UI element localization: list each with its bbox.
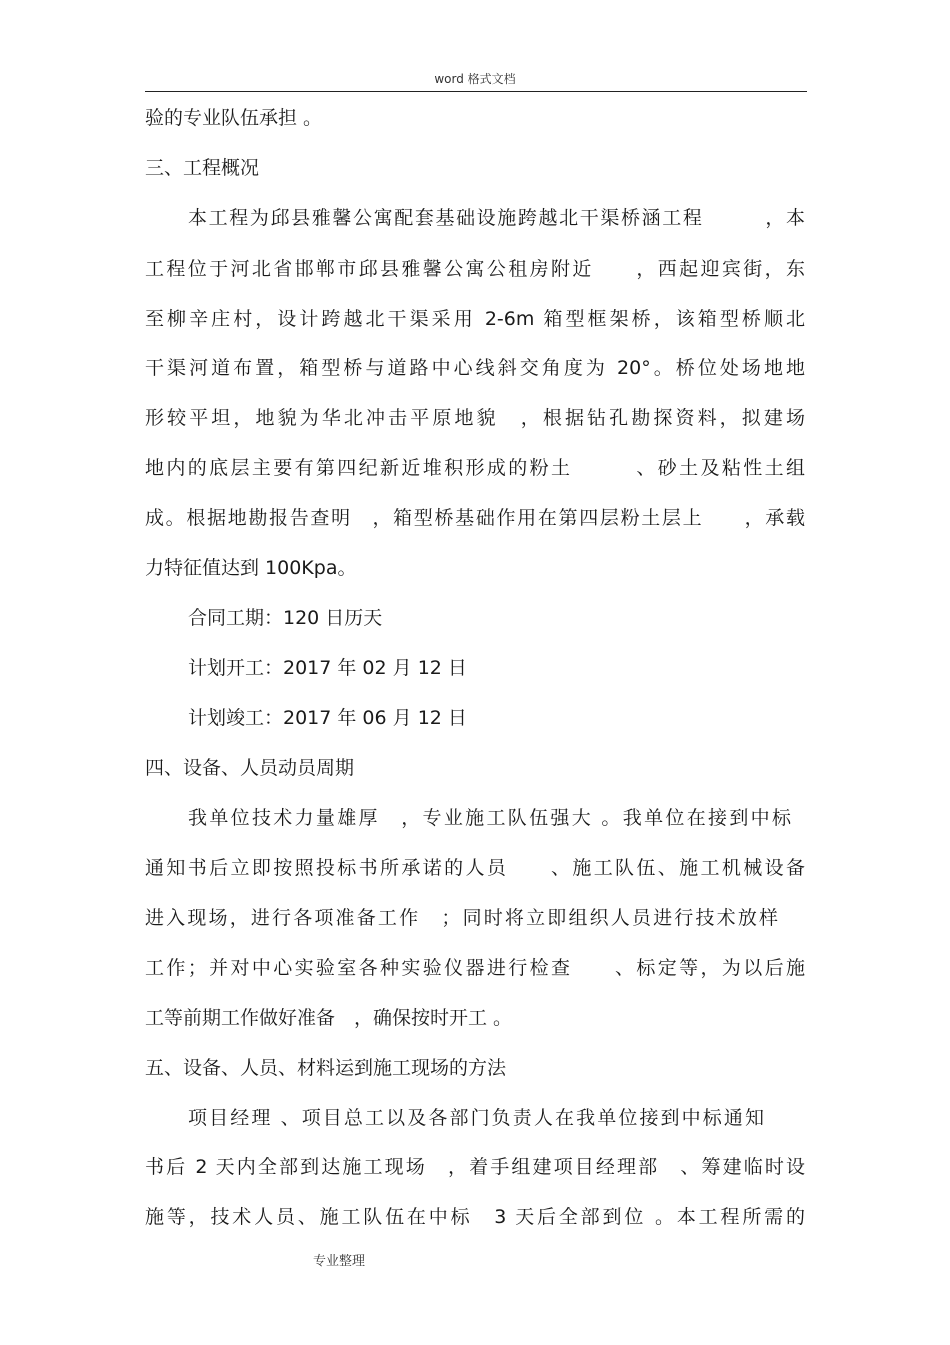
body-line: 干渠河道布置，箱型桥与道路中心线斜交角度为 20°。桥位处场地地 [145,357,805,379]
planned-start: 计划开工：2017 年 02 月 12 日 [188,657,467,679]
body-line: 通知书后立即按照投标书所承诺的人员 、施工队伍、施工机械设备 [145,857,805,879]
body-line: 工程位于河北省邯郸市邱县雅馨公寓公租房附近 ，西起迎宾街，东 [145,258,805,280]
planned-completion: 计划竣工：2017 年 06 月 12 日 [188,707,467,729]
page-header: word 格式文档 [434,72,516,86]
body-line: 项目经理 、项目总工以及各部门负责人在我单位接到中标通知 [188,1107,764,1129]
body-line: 我单位技术力量雄厚 ，专业施工队伍强大 。我单位在接到中标 [188,807,791,829]
section-heading: 五、设备、人员、材料运到施工现场的方法 [145,1057,507,1079]
header-rule [145,91,807,92]
body-line: 力特征值达到 100Kpa。 [145,557,357,579]
body-line: 成。根据地勘报告查明 ，箱型桥基础作用在第四层粉土层上 ，承载 [145,507,805,529]
section-heading: 四、设备、人员动员周期 [145,757,355,779]
body-line: 形较平坦，地貌为华北冲击平原地貌 ，根据钻孔勘探资料，拟建场 [145,407,805,429]
body-line: 工作；并对中心实验室各种实验仪器进行检查 、标定等，为以后施 [145,957,805,979]
body-line: 工等前期工作做好准备 ，确保按时开工 。 [145,1007,513,1029]
body-line: 至柳辛庄村，设计跨越北干渠采用 2-6m 箱型框架桥，该箱型桥顺北 [145,308,805,330]
contract-period: 合同工期：120 日历天 [188,607,383,629]
page-footer: 专业整理 [313,1254,366,1269]
body-line: 本工程为邱县雅馨公寓配套基础设施跨越北干渠桥涵工程 ，本 [188,207,805,229]
body-line: 书后 2 天内全部到达施工现场 ，着手组建项目经理部 、筹建临时设 [145,1156,805,1178]
body-line: 施等，技术人员、施工队伍在中标 3 天后全部到位 。本工程所需的 [145,1206,805,1228]
body-line: 地内的底层主要有第四纪新近堆积形成的粉土 、砂土及粘性土组 [145,457,805,479]
body-line: 验的专业队伍承担 。 [145,107,323,129]
section-heading: 三、工程概况 [145,157,260,179]
body-line: 进入现场，进行各项准备工作 ；同时将立即组织人员进行技术放样 [145,907,778,929]
